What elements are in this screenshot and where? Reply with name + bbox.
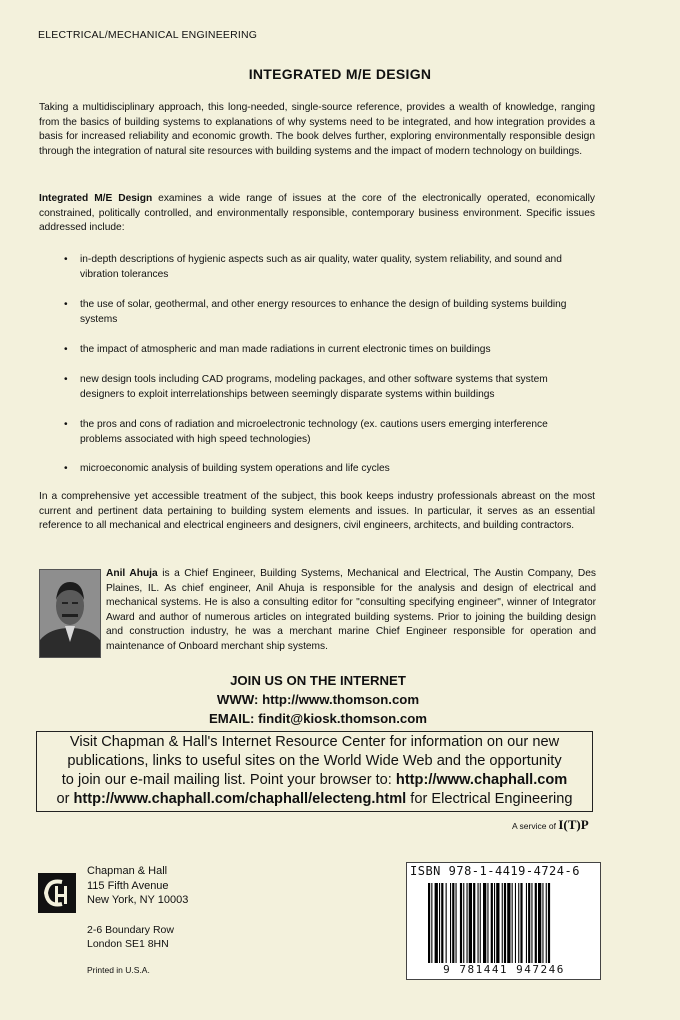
visit-line — [37, 790, 592, 809]
bullet-dot-icon: • — [64, 344, 68, 355]
barcode-bar — [538, 883, 541, 963]
barcode-bar — [480, 883, 481, 963]
barcode-bar — [546, 883, 547, 963]
barcode-bar — [518, 883, 519, 963]
barcode-bar — [428, 883, 430, 963]
publisher-street: 115 Fifth Avenue — [87, 879, 169, 892]
author-bio — [106, 567, 596, 655]
barcode-bar — [467, 883, 468, 963]
bullet-item — [64, 461, 584, 476]
visit-text: to join our e-mail mailing list. Point your browser to: — [61, 772, 396, 788]
itp-text: A service of — [512, 821, 556, 831]
barcode-bar — [463, 883, 464, 963]
scope-book-title: Integrated M/E Design — [39, 193, 153, 204]
barcode-bar — [446, 883, 447, 963]
bullet-text: microeconomic analysis of building system operations and life cycles — [80, 463, 390, 474]
barcode-bar — [502, 883, 503, 963]
category-label: ELECTRICAL/MECHANICAL ENGINEERING — [38, 29, 258, 41]
author-portrait-icon — [40, 570, 100, 657]
barcode-bar — [535, 883, 537, 963]
publisher-city-london: London SE1 8HN — [87, 938, 169, 951]
barcode-bar — [548, 883, 550, 963]
barcode-bar — [435, 883, 438, 963]
printed-in: Printed in U.S.A. — [87, 965, 150, 975]
visit-line: publications, links to useful sites on the World Wide Web and the opportunity — [67, 753, 562, 769]
bullet-item — [64, 297, 584, 327]
author-photo — [39, 569, 101, 658]
bullet-dot-icon: • — [64, 299, 68, 310]
itp-logo: I(T)P — [558, 817, 589, 832]
bullet-dot-icon: • — [64, 463, 68, 474]
barcode-bar — [478, 883, 479, 963]
bullet-item — [64, 342, 584, 357]
barcode-bar — [439, 883, 440, 963]
publisher-address-ny — [87, 864, 188, 908]
barcode-bar — [507, 883, 510, 963]
visit-line — [37, 771, 592, 790]
electeng-link[interactable]: http://www.chaphall.com/chaphall/electeng.html — [73, 791, 407, 807]
publisher-address-london — [87, 923, 174, 951]
bullet-dot-icon: • — [64, 254, 68, 265]
barcode-bar — [452, 883, 454, 963]
bullet-text: the use of solar, geothermal, and other energy resources to enhance the design of building systems building systems — [80, 299, 567, 325]
book-title: INTEGRATED M/E DESIGN — [248, 66, 432, 82]
barcode-bar — [441, 883, 443, 963]
barcode-bar — [431, 883, 432, 963]
closing-paragraph: In a comprehensive yet accessible treatment of the subject, this book keeps industry professionals abreast on the most current and pertinent data pertaining to building system elements and issues. In particular, it serves as an essential reference to all mechanical and electrical engineers and designers, civil engineers, architects, and building contractors. — [39, 491, 595, 532]
barcode-bar — [526, 883, 527, 963]
bullet-item — [64, 372, 584, 402]
author-bio-text: is a Chief Engineer, Building Systems, Mechanical and Electrical, The Austin Company, Des Plaines, IL. As chief engineer, Anil Ahuja is responsible for the analysis and design of electrical and mechanical systems. He is also a consulting editor for "consulting specifying engineer", winner of Integrator Award and author of numerous articles on integrated building systems. Prior to joining the building design and construction industry, he was a merchant marine Chief Engineer responsible for operation and maintenance of Onboard merchant ship systems. — [106, 568, 596, 652]
bullet-text: the impact of atmospheric and man made radiations in current electronic times on buildings — [80, 344, 491, 355]
publisher-name: Chapman & Hall — [87, 865, 168, 877]
publisher-city: New York, NY 10003 — [87, 894, 189, 906]
bullet-item — [64, 417, 584, 447]
publisher-street-london: 2-6 Boundary Row — [87, 924, 174, 936]
barcode-number: 9 781441 947246 — [443, 963, 565, 976]
barcode-bar — [487, 883, 488, 963]
barcode-bar — [515, 883, 516, 963]
author-name: Anil Ahuja — [106, 568, 158, 579]
barcode-bar — [496, 883, 499, 963]
visit-text: or — [56, 791, 74, 807]
chapman-hall-logo — [38, 873, 76, 913]
barcode-bar — [460, 883, 462, 963]
internet-heading: JOIN US ON THE INTERNET — [230, 673, 406, 688]
barcode-icon — [428, 883, 592, 963]
scope-text: examines a wide range of issues at the core of the electronically operated, economically constrained, politically controlled, and environmentally responsible, contemporary business environment. Specific issues addressed include: — [39, 193, 596, 234]
www-link[interactable]: WWW: http://www.thomson.com — [216, 692, 420, 707]
isbn-label: ISBN 978-1-4419-4724-6 — [410, 864, 580, 878]
bullet-text: the pros and cons of radiation and microelectronic technology (ex. cautions users emerging interference problems associated with high speed technologies) — [80, 419, 548, 445]
barcode-bar — [456, 883, 457, 963]
visit-line: Visit Chapman & Hall's Internet Resource Center for information on our new — [69, 734, 560, 750]
bullet-text: new design tools including CAD programs, modeling packages, and other software systems that system designers to exploit interrelationships between seemingly disparate systems within buildings — [80, 374, 548, 400]
barcode-bar — [473, 883, 475, 963]
bullet-dot-icon: • — [64, 374, 68, 385]
ch-logo-icon — [38, 873, 76, 913]
email-link[interactable]: EMAIL: findit@kiosk.thomson.com — [209, 711, 427, 726]
bullet-dot-icon: • — [64, 419, 68, 430]
bullet-text: in-depth descriptions of hygienic aspects such as air quality, water quality, system reliability, and sound and vibration tolerances — [80, 254, 562, 280]
barcode-bar — [483, 883, 486, 963]
barcode-bar — [512, 883, 513, 963]
itp-service — [512, 817, 589, 833]
scope-paragraph — [39, 192, 595, 236]
barcode-bar — [542, 883, 543, 963]
resource-center-box — [36, 731, 593, 812]
barcode-bar — [494, 883, 495, 963]
chaphall-link[interactable]: http://www.chaphall.com — [395, 772, 568, 788]
bullet-item — [64, 252, 584, 282]
barcode-bar — [491, 883, 493, 963]
barcode-bar — [450, 883, 451, 963]
barcode-bar — [531, 883, 532, 963]
barcode-bar — [504, 883, 506, 963]
barcode-bar — [469, 883, 472, 963]
intro-paragraph: Taking a multidisciplinary approach, this long-needed, single-source reference, provides a wealth of knowledge, ranging from the basics of building systems to explanations of why systems need to be integrated, and how integration provides a basis for increased reliability and economic growth. The book delves further, exploring environmentally responsible design through the integration of natural site resources with building systems and the impact of modern technology on buildings. — [39, 102, 595, 157]
barcode-bar — [520, 883, 522, 963]
barcode-bar — [528, 883, 530, 963]
visit-text: for Electrical Engineering — [406, 791, 573, 807]
